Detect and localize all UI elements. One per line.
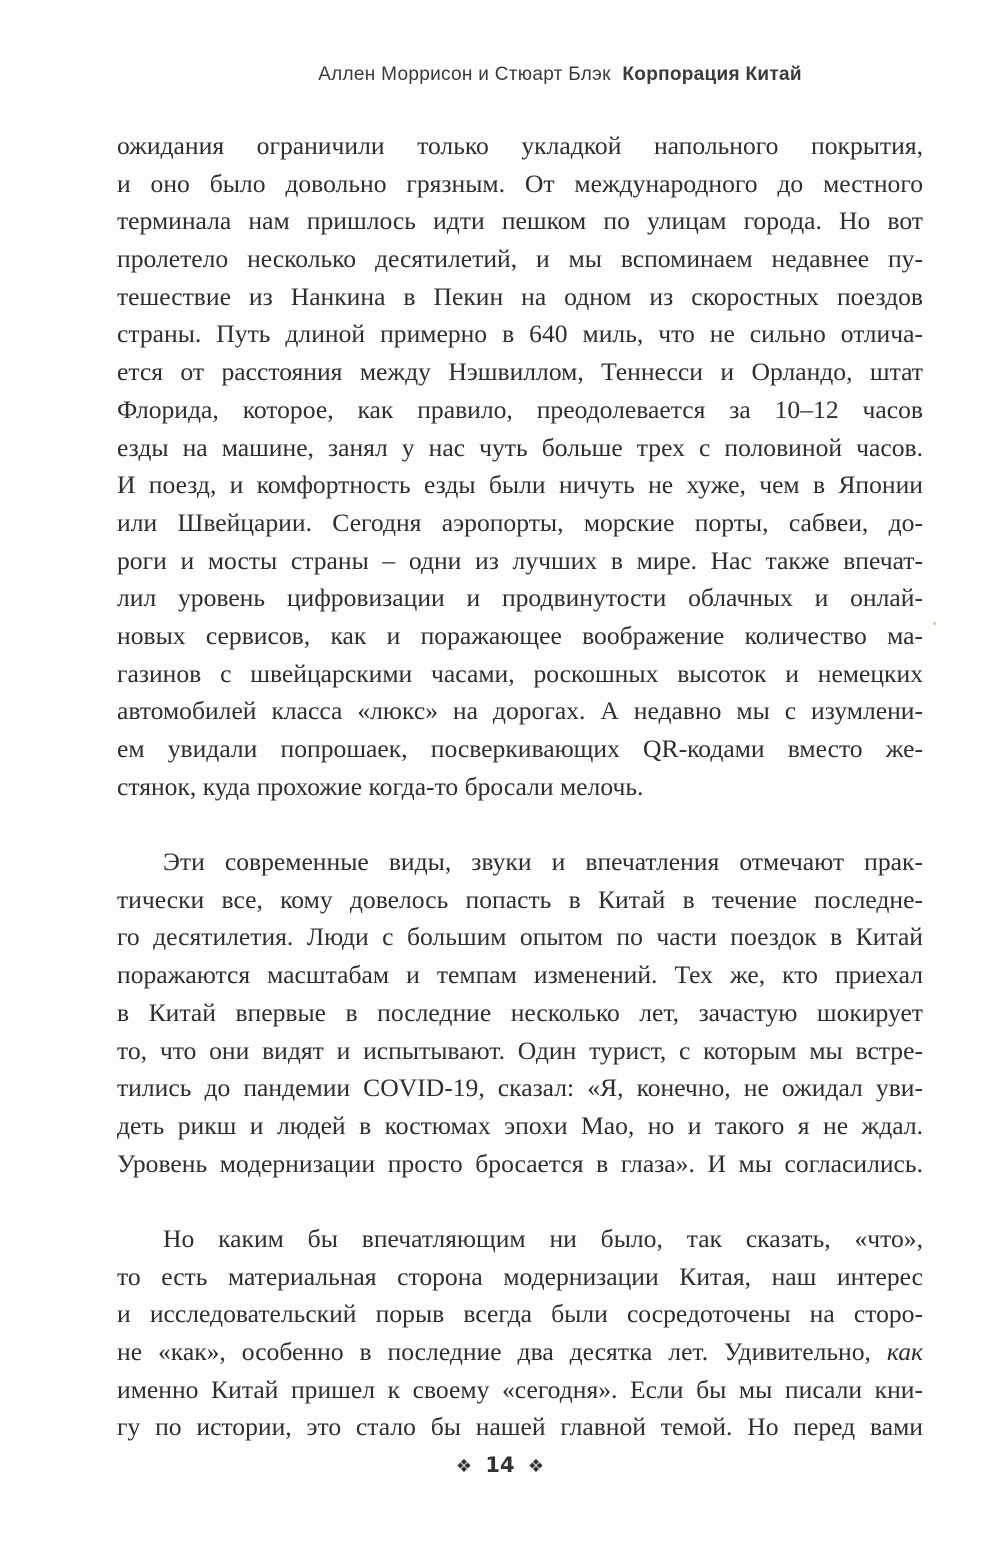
text-line: Флорида, которое, как правило, преодолевается за 10–12 часов: [117, 394, 923, 424]
text-line: [117, 1333, 923, 1371]
text-line: ем увидали попрошаек, посверкивающих QR-кодами вместо же-: [117, 734, 923, 763]
text-line: то, что они видят и испытывают. Один турист, с которым мы встре-: [117, 1035, 923, 1065]
text-line: или Швейцарии. Сегодня аэропорты, морские порты, сабвеи, до-: [117, 507, 923, 537]
text-line: стянок, куда прохожие когда-то бросали мелочь.: [117, 771, 644, 801]
text-line: ожидания ограничили только укладкой напольного покрытия,: [117, 131, 923, 160]
text-line: и исследовательский порыв всегда были сосредоточены на сторо-: [117, 1299, 923, 1329]
ornament-left-icon: ❖: [455, 1456, 473, 1477]
text-line: поражаются масштабам и темпам изменений. Тех же, кто приехал: [117, 960, 923, 990]
text-line: гу по истории, это стало бы нашей главной темой. Но перед вами: [117, 1412, 923, 1442]
text-line: в Китай впервые в последние несколько лет, зачастую шокирует: [117, 997, 923, 1027]
body-text: [117, 127, 923, 1446]
text-line: тешествие из Нанкина в Пекин на одном из скоростных поездов: [117, 281, 923, 311]
paragraph-gap: [117, 1182, 923, 1220]
text-line: тически все, кому довелось попасть в Китай в течение последне-: [117, 884, 923, 914]
text-line: И поезд, и комфортность езды были ничуть не хуже, чем в Японии: [117, 470, 923, 500]
text-line: газинов с швейцарскими часами, роскошных высоток и немецких: [117, 658, 923, 688]
text-line: деть рикш и людей в костюмах эпохи Мао, но и такого я не ждал.: [117, 1110, 923, 1140]
page-footer: [0, 1453, 1000, 1477]
emphasis-word: как: [886, 1337, 924, 1366]
text-line: ется от расстояния между Нэшвиллом, Теннесси и Орландо, штат: [117, 357, 923, 387]
header-authors: Аллен Моррисон и Стюарт Блэк: [318, 64, 611, 85]
ornament-right-icon: ❖: [527, 1456, 545, 1477]
text-line: терминала нам пришлось идти пешком по улицам города. Но вот: [117, 206, 923, 236]
text-line: новых сервисов, как и поражающее воображение количество ма-: [117, 620, 923, 650]
text-line: Уровень модернизации просто бросается в глаза». И мы согласились.: [117, 1148, 923, 1178]
paragraph-2: [117, 843, 923, 1182]
text-line: страны. Путь длиной примерно в 640 миль, что не сильно отлича-: [117, 319, 923, 349]
text-line: именно Китай пришел к своему «сегодня». Если бы мы писали кни-: [117, 1374, 923, 1404]
header-book-title: Корпорация Китай: [622, 64, 802, 85]
text-line: лил уровень цифровизации и продвинутости облачных и онлай-: [117, 583, 923, 613]
text-line: Но каким бы впечатляющим ни было, так сказать, «что»,: [163, 1223, 923, 1253]
text-line: роги и мосты страны – одни из лучших в мире. Нас также впечат-: [117, 545, 923, 575]
text-line: тились до пандемии COVID-19, сказал: «Я, конечно, не ожидал уви-: [117, 1073, 923, 1103]
text-line: пролетело несколько десятилетий, и мы вспоминаем недавнее пу-: [117, 244, 923, 274]
text-line: го десятилетия. Люди с большим опытом по части поездок в Китай: [117, 922, 923, 952]
text-line: то есть материальная сторона модернизации Китая, наш интерес: [117, 1261, 923, 1291]
paper-speck: [933, 622, 936, 625]
paragraph-gap: [117, 805, 923, 843]
running-header: [0, 64, 1000, 86]
text-line: и оно было довольно грязным. От международного до местного: [117, 168, 923, 198]
text-segment: не «как», особенно в последние два десятка лет. Удивительно,: [117, 1337, 871, 1366]
text-line: Эти современные виды, звуки и впечатления отмечают прак-: [163, 847, 923, 877]
page-number: 14: [485, 1453, 515, 1477]
paragraph-3: [117, 1220, 923, 1446]
text-line: езды на машине, занял у нас чуть больше трех с половиной часов.: [117, 432, 923, 462]
paragraph-1: [117, 127, 923, 805]
text-line: автомобилей класса «люкс» на дорогах. А недавно мы с изумлени-: [117, 696, 923, 726]
